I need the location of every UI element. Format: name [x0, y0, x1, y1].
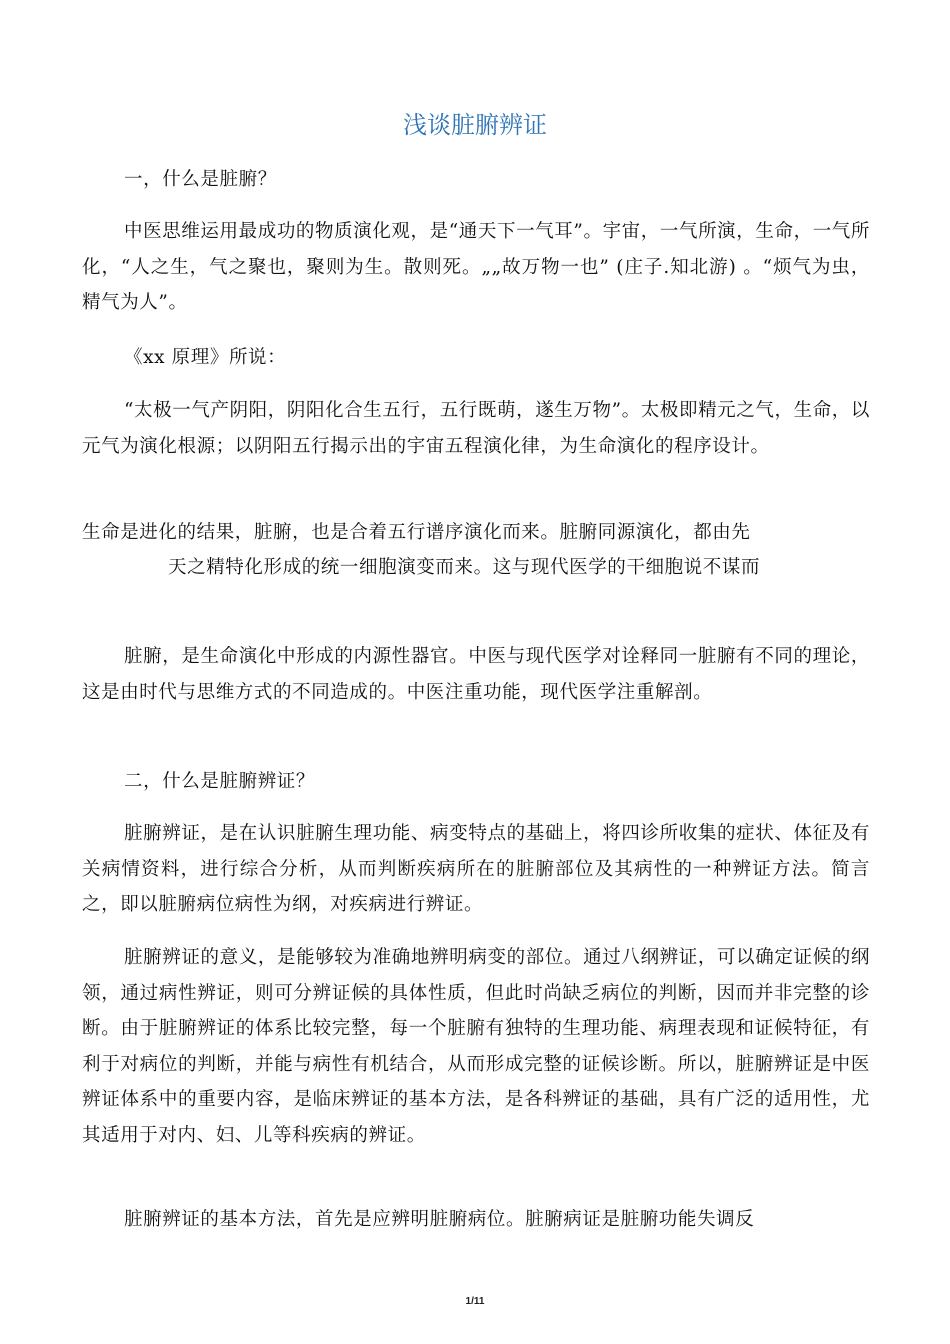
- paragraph-6: 脏腑辨证，是在认识脏腑生理功能、病变特点的基础上，将四诊所收集的症状、体征及有关病情资料，进行综合分析，从而判断疾病所在的脏腑部位及其病性的一种辨证方法。简言之，即以脏腑病位病性为纲，对疾病进行辨证。: [82, 823, 870, 915]
- section-heading-2: 二，什么是脏腑辨证？: [124, 771, 316, 792]
- paragraph-2: 《xx 原理》所说：: [124, 347, 287, 368]
- paragraph-3: “太极一气产阴阳，阴阳化合生五行，五行既萌，遂生万物”。太极即精元之气，生命，以元气为演化根源；以阴阳五行揭示出的宇宙五程演化律，为生命演化的程序设计。: [82, 400, 870, 457]
- paragraph-5: 脏腑，是生命演化中形成的内源性器官。中医与现代医学对诠释同一脏腑有不同的理论，这是由时代与思维方式的不同造成的。中医注重功能，现代医学注重解剖。: [82, 646, 870, 703]
- page-title: 浅谈脏腑辨证: [403, 111, 547, 139]
- paragraph-4: 生命是进化的结果，脏腑，也是合着五行谱序演化而来。脏腑同源演化，都由先: [82, 522, 751, 543]
- paragraph-7: 脏腑辨证的意义，是能够较为准确地辨明病变的部位。通过八纲辨证，可以确定证候的纲领，通过病性辨证，则可分辨证候的具体性质，但此时尚缺乏病位的判断，因而并非完整的诊断。由于脏腑辨证的体系比较完整，每一个脏腑有独特的生理功能、病理表现和证候特征，有利于对病位的判断，并能与病性有机结合，从而形成完整的证候诊断。所以，脏腑辨证是中医辨证体系中的重要内容，是临床辨证的基本方法，是各科辨证的基础，具有广泛的适用性，尤其适用于对内、妇、儿等科疾病的辨证。: [82, 947, 870, 1146]
- paragraph-1: 中医思维运用最成功的物质演化观，是“通天下一气耳”。宇宙，一气所演，生命，一气所化，“人之生，气之聚也，聚则为生。散则死。„„故万物一也” (庄子.知北游) 。“烦气为虫，精气为人”。: [82, 221, 870, 313]
- page-number: 1/11: [465, 1296, 485, 1307]
- paragraph-4-continued: 天之精特化形成的统一细胞演变而来。这与现代医学的干细胞说不谋而: [168, 557, 761, 578]
- paragraph-8: 脏腑辨证的基本方法，首先是应辨明脏腑病位。脏腑病证是脏腑功能失调反: [124, 1209, 755, 1230]
- section-heading-1: 一，什么是脏腑？: [124, 169, 277, 190]
